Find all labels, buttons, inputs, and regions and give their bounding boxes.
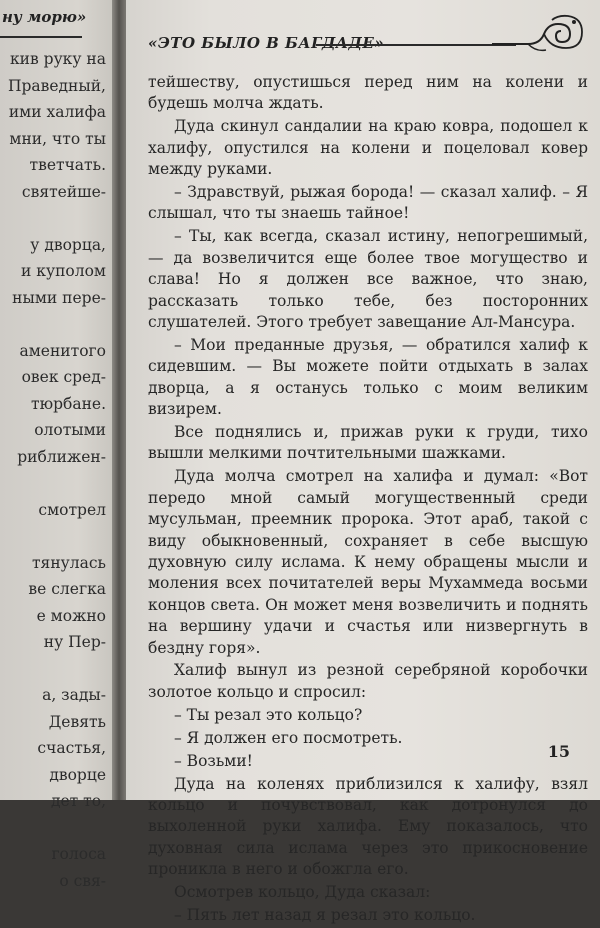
left-page-line: е можно — [36, 606, 106, 625]
left-page-line — [0, 815, 112, 842]
left-page-line: Девять — [48, 712, 106, 731]
paragraph: – Ты, как всегда, сказал истину, непогрешимый, — да возвеличится еще более твое могущество и слава! Но я должен все важное, что знаю, рассказать только тебе, без посторонних слушателей. Этого требует завещание Ал-Мансура. — [148, 227, 588, 331]
left-page-line — [0, 523, 112, 550]
left-page-line: счастья, — [37, 739, 106, 757]
page-body-text — [148, 72, 588, 928]
left-page-line — [0, 470, 112, 497]
left-page-line: кив руку на — [9, 50, 106, 68]
paragraph: – Здравствуй, рыжая борода! — сказал халиф. – Я слышал, что ты знаешь тайное! — [148, 183, 588, 223]
left-page-line: тветчать. — [29, 156, 106, 174]
paragraph: – Ты резал это кольцо? — [174, 705, 363, 724]
left-page-line — [0, 311, 112, 338]
paragraph: Дуда скинул сандалии на краю ковра, подошел к халифу, опустился на колени и поцеловал ковер между руками. — [148, 117, 588, 179]
left-page-line: дет то, — [50, 792, 106, 810]
left-page-line: тюрбане. — [31, 394, 106, 413]
paragraph: Халиф вынул из резной серебряной коробочки золотое кольцо и спросил: — [148, 661, 588, 701]
left-page-line: ве слегка — [28, 580, 106, 598]
left-page-line: олотыми — [34, 421, 106, 439]
page-number: 15 — [547, 742, 570, 761]
left-page-line: дворце — [49, 765, 106, 784]
book-gutter — [112, 0, 126, 800]
left-page-line: о свя- — [59, 871, 106, 890]
left-page-line: риближен- — [17, 447, 106, 466]
paragraph: Дуда на коленях приблизился к халифу, взял кольцо и почувствовал, как дотронулся до выхоленной руки халифа. Ему показалось, что духовная сила ислама через это прикосновение проникла в него и обожгла его. — [148, 774, 588, 879]
left-page-line: святейше- — [21, 182, 106, 201]
paragraph: – Мои преданные друзья, — обратился халиф к сидевшим. — Вы можете пойти отдыхать в залах дворца, а я останусь только с моим великим визирем. — [148, 335, 588, 419]
left-page-line: тянулась — [31, 553, 106, 572]
paragraph: – Пять лет назад я резал это кольцо. — [174, 905, 476, 924]
left-page-line: аменитого — [19, 341, 106, 360]
paragraph: тейшеству, опустишься перед ним на колени и будешь молча ждать. — [148, 73, 588, 113]
paragraph: – Я должен его посмотреть. — [174, 728, 403, 747]
left-running-head: ну морю» — [0, 6, 82, 38]
left-page-line — [0, 205, 112, 232]
paragraph: – Возьми! — [174, 751, 253, 770]
paragraph: Дуда молча смотрел на халифа и думал: «Вот передо мной самый могущественный среди мусульман, преемник пророка. Этот араб, такой с виду обыкновенный, сохраняет в себе высшую духовную силу ислама. К нему обращены мысли и моления всех почитателей веры Мухаммеда восьми концов света. Он может меня возвеличить и поднять на вершину удачи и счастья или низвергнуть в бездну горя». — [148, 467, 588, 657]
running-head-rule — [316, 44, 516, 46]
left-page-line: Праведный, — [7, 76, 106, 95]
running-head-title: «ЭТО БЫЛО В БАГДАДЕ» — [148, 34, 385, 52]
ornament-icon — [488, 12, 588, 56]
left-page-line: ну Пер- — [43, 633, 106, 651]
left-page-line: у дворца, — [30, 235, 106, 254]
left-page-line: а, зады- — [42, 686, 106, 704]
left-page-text — [0, 46, 112, 894]
left-facing-page — [0, 0, 112, 890]
paragraph: Все поднялись и, прижав руки к груди, тихо вышли мелкими почтительными шажками. — [148, 423, 588, 463]
left-page-line: овек сред- — [21, 368, 106, 386]
running-head — [148, 16, 588, 56]
left-page-line: смотрел — [38, 500, 106, 519]
left-page-line: и куполом — [21, 262, 106, 280]
left-page-line: ими халифа — [8, 103, 106, 121]
left-page-line: мни, что ты — [9, 129, 106, 148]
left-page-line: ными пере- — [12, 288, 106, 307]
left-page-line: голоса — [51, 845, 106, 863]
paragraph: Осмотрев кольцо, Дуда сказал: — [174, 883, 431, 902]
left-page-line — [0, 656, 112, 683]
right-page — [126, 0, 600, 924]
